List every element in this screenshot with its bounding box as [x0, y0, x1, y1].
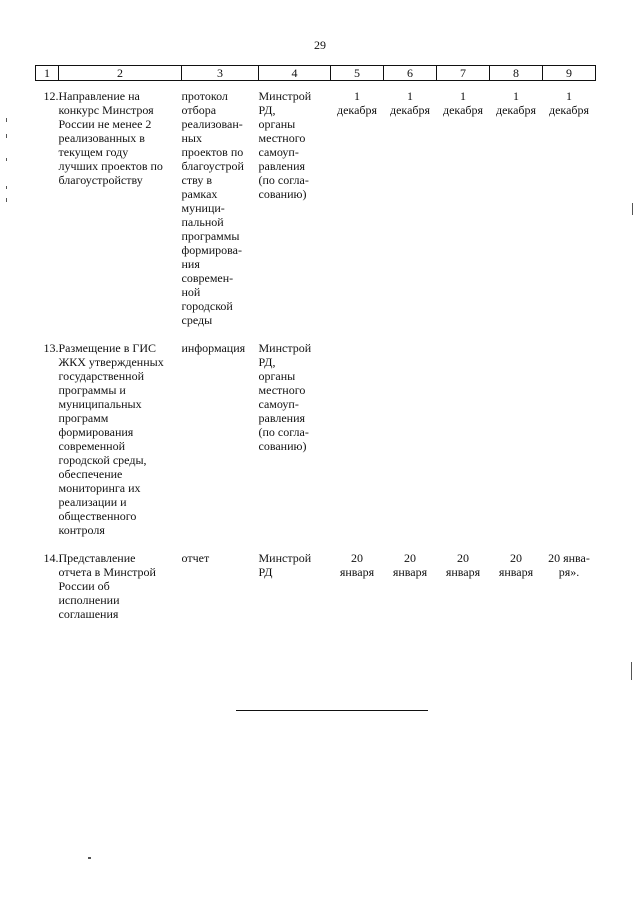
result-line: формирова-: [181, 243, 242, 257]
description-line: Направление на: [58, 89, 140, 103]
responsible-line: самоуп-: [258, 397, 299, 411]
row-number: 13.: [43, 341, 59, 355]
description-line: обеспечение: [58, 467, 123, 481]
description-line: муниципальных: [58, 397, 142, 411]
deadline-cell: [543, 81, 596, 342]
deadline-line: 20: [510, 551, 522, 565]
description-line: соглашения: [58, 607, 119, 621]
responsible-executor: [259, 551, 331, 621]
description-line: благоустройству: [58, 173, 143, 187]
deadline-line: декабря: [442, 103, 484, 117]
scan-mark: [6, 186, 7, 189]
column-header-1: 1: [36, 66, 59, 81]
responsible-line: (по согла-: [258, 173, 309, 187]
deadline-cell: [543, 341, 596, 551]
table-row: [36, 551, 596, 621]
result-line: современ-: [181, 271, 234, 285]
deadline-cell: [384, 81, 437, 342]
description-line: отчета в Минстрой: [58, 565, 156, 579]
description-line: программы и: [58, 383, 126, 397]
scan-mark: [631, 662, 632, 680]
table-row: [36, 81, 596, 342]
row-number: 12.: [43, 89, 59, 103]
responsible-line: сованию): [258, 439, 307, 453]
responsible-line: Минстрой: [258, 341, 312, 355]
responsible-line: местного: [258, 383, 306, 397]
scan-mark: [6, 158, 7, 161]
result-line: рамках: [181, 187, 218, 201]
event-description: [59, 81, 182, 342]
result-line: отбора: [181, 103, 217, 117]
result-document: [182, 81, 259, 342]
result-document: [182, 341, 259, 551]
description-line: конкурс Минстроя: [58, 103, 154, 117]
deadline-cell: [543, 551, 596, 621]
deadline-line: 1: [354, 89, 360, 103]
responsible-line: самоуп-: [258, 145, 299, 159]
deadline-cell: [490, 81, 543, 342]
responsible-line: местного: [258, 131, 306, 145]
table-body: [36, 81, 596, 622]
description-line: лучших проектов по: [58, 159, 163, 173]
scan-mark: [632, 203, 633, 215]
result-line: благоустрой: [181, 159, 244, 173]
deadline-line: 20: [457, 551, 469, 565]
deadline-cell: [490, 551, 543, 621]
description-line: формирования: [58, 425, 134, 439]
result-line: отчет: [181, 551, 210, 565]
description-line: Размещение в ГИС: [58, 341, 156, 355]
responsible-line: Минстрой: [258, 551, 312, 565]
table-row: [36, 341, 596, 551]
scan-mark: [6, 118, 7, 122]
result-line: информация: [181, 341, 246, 355]
column-header-2: 2: [59, 66, 182, 81]
deadline-line: января: [445, 565, 481, 579]
responsible-line: РД,: [258, 103, 276, 117]
deadline-line: 1: [513, 89, 519, 103]
description-line: мониторинга их: [58, 481, 141, 495]
deadline-line: января: [392, 565, 428, 579]
deadline-line: января: [498, 565, 534, 579]
responsible-executor: [259, 81, 331, 342]
description-line: России об: [58, 579, 110, 593]
result-line: городской: [181, 299, 233, 313]
result-line: ных: [181, 131, 202, 145]
result-line: ной: [181, 285, 201, 299]
event-description: [59, 551, 182, 621]
column-header-3: 3: [182, 66, 259, 81]
result-line: программы: [181, 229, 240, 243]
deadline-line: 1: [407, 89, 413, 103]
deadline-cell: [384, 341, 437, 551]
deadline-line: декабря: [548, 103, 590, 117]
description-line: России не менее 2: [58, 117, 152, 131]
result-line: ния: [181, 257, 200, 271]
result-line: пальной: [181, 215, 224, 229]
result-document: [182, 551, 259, 621]
schedule-table: [35, 65, 596, 621]
responsible-executor: [259, 341, 331, 551]
header-row: [36, 66, 596, 81]
result-line: среды: [181, 313, 213, 327]
deadline-cell: [331, 341, 384, 551]
description-line: исполнении: [58, 593, 120, 607]
responsible-line: (по согла-: [258, 425, 309, 439]
deadline-line: января: [339, 565, 375, 579]
description-line: контроля: [58, 523, 105, 537]
description-line: реализованных в: [58, 131, 145, 145]
result-line: муници-: [181, 201, 225, 215]
deadline-line: ря».: [558, 565, 580, 579]
deadline-line: 1: [460, 89, 466, 103]
result-line: реализован-: [181, 117, 243, 131]
description-line: городской среды,: [58, 453, 147, 467]
deadline-line: декабря: [336, 103, 378, 117]
deadline-cell: [437, 81, 490, 342]
responsible-line: органы: [258, 369, 296, 383]
responsible-line: РД: [258, 565, 273, 579]
description-line: Представление: [58, 551, 136, 565]
column-header-9: 9: [543, 66, 596, 81]
column-header-7: 7: [437, 66, 490, 81]
column-header-4: 4: [259, 66, 331, 81]
deadline-cell: [384, 551, 437, 621]
scan-mark: [88, 857, 91, 859]
deadline-line: декабря: [389, 103, 431, 117]
scan-mark: [6, 134, 7, 138]
deadline-cell: [437, 341, 490, 551]
deadline-line: 20: [351, 551, 363, 565]
deadline-cell: [331, 551, 384, 621]
event-description: [59, 341, 182, 551]
responsible-line: РД,: [258, 355, 276, 369]
deadline-line: декабря: [495, 103, 537, 117]
end-of-document-rule: [236, 710, 428, 711]
description-line: современной: [58, 439, 126, 453]
description-line: реализации и: [58, 495, 127, 509]
row-number: 14.: [43, 551, 59, 565]
column-header-6: 6: [384, 66, 437, 81]
deadline-cell: [437, 551, 490, 621]
deadline-cell: [490, 341, 543, 551]
deadline-line: 1: [566, 89, 572, 103]
column-header-8: 8: [490, 66, 543, 81]
responsible-line: равления: [258, 159, 306, 173]
deadline-line: 20: [404, 551, 416, 565]
scan-mark: [6, 198, 7, 202]
column-header-5: 5: [331, 66, 384, 81]
responsible-line: равления: [258, 411, 306, 425]
description-line: текущем году: [58, 145, 129, 159]
result-line: ству в: [181, 173, 212, 187]
responsible-line: сованию): [258, 187, 307, 201]
responsible-line: органы: [258, 117, 296, 131]
description-line: ЖКХ утвержденных: [58, 355, 164, 369]
result-line: проектов по: [181, 145, 244, 159]
description-line: государственной: [58, 369, 145, 383]
deadline-line: 20 янва-: [548, 551, 590, 565]
table-header: [36, 66, 596, 81]
result-line: протокол: [181, 89, 228, 103]
responsible-line: Минстрой: [258, 89, 312, 103]
description-line: общественного: [58, 509, 137, 523]
page-number: 29: [314, 38, 326, 52]
description-line: программ: [58, 411, 109, 425]
deadline-cell: [331, 81, 384, 342]
